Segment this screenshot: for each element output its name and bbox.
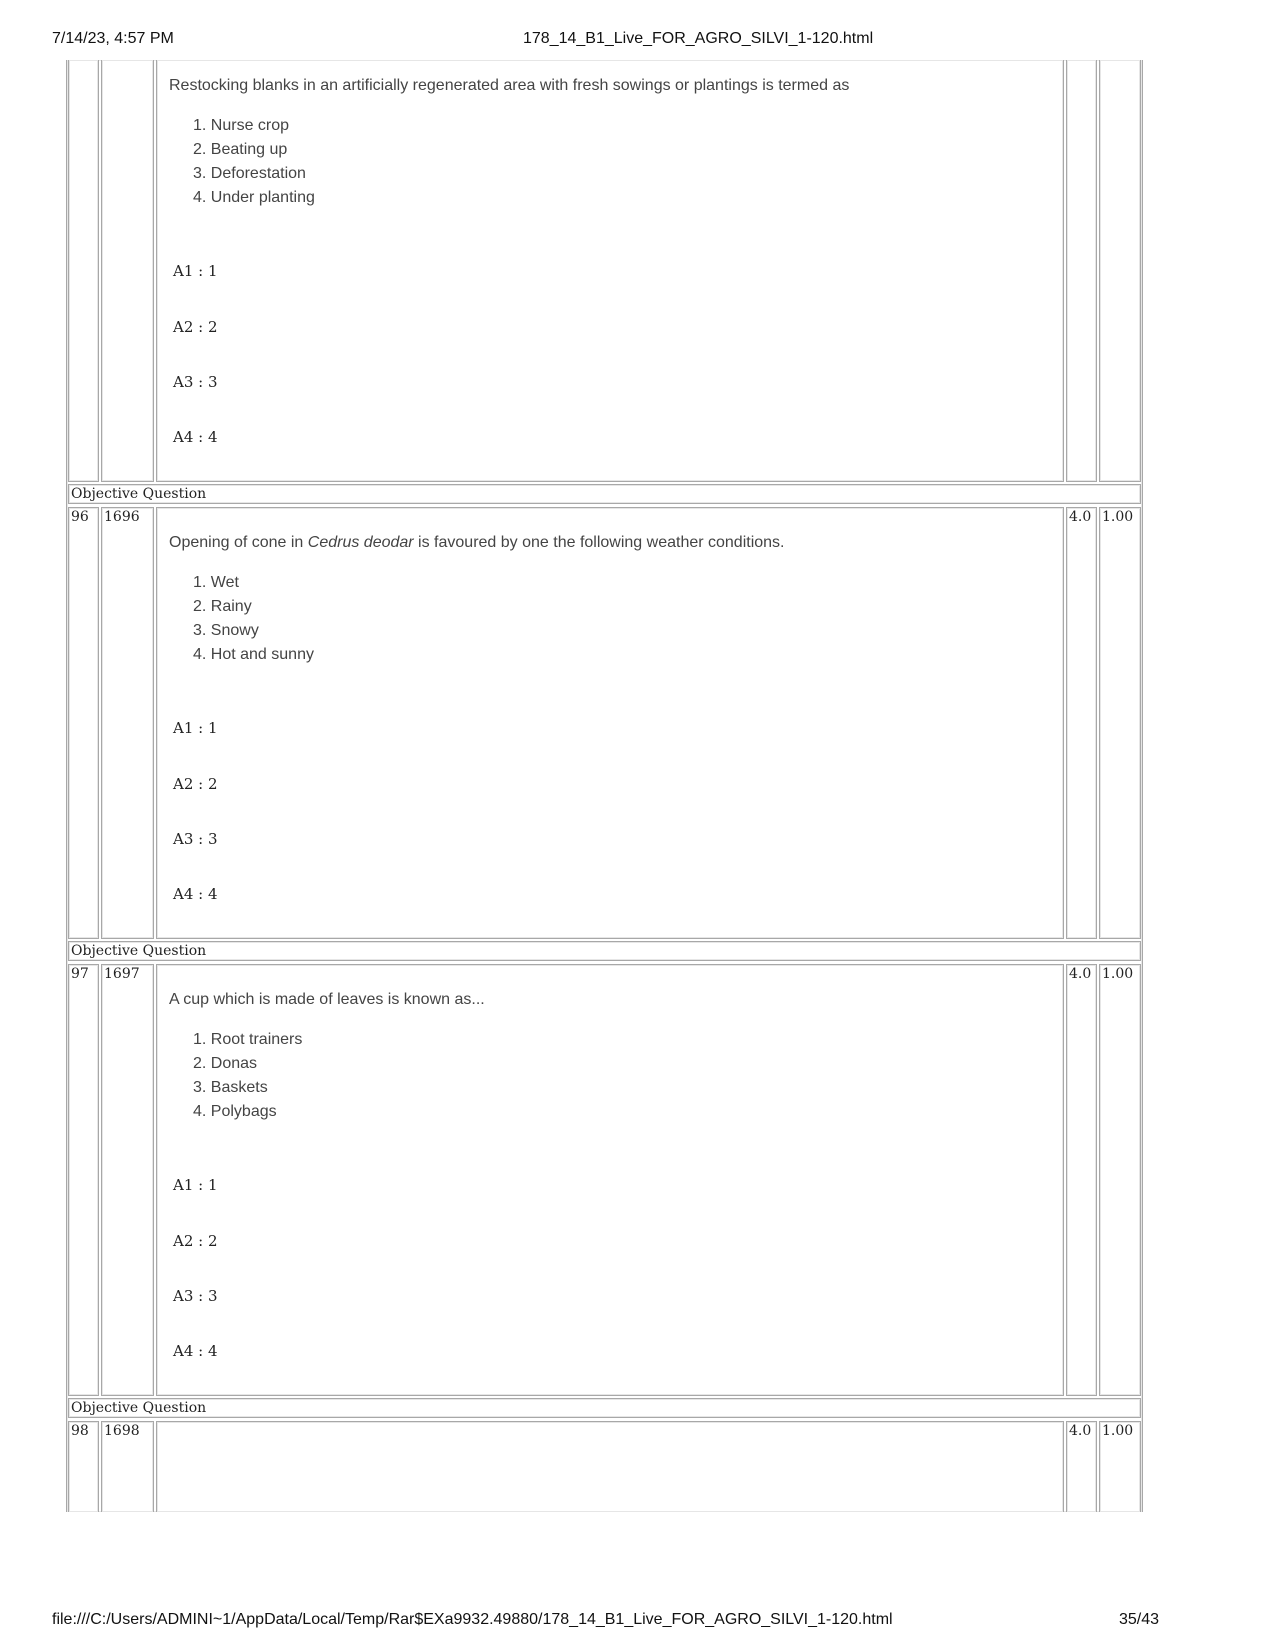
- answer-key-3: A3 : 3: [173, 830, 218, 848]
- option-3: 3. Deforestation: [193, 165, 306, 182]
- option-1: 1. Wet: [193, 574, 239, 591]
- option-1: 1. Root trainers: [193, 1031, 303, 1048]
- file-path: file:///C:/Users/ADMINI~1/AppData/Local/Temp/Rar$EXa9932.49880/178_14_B1_Live_FOR_AGRO_SILVI_1-120.html: [52, 1611, 893, 1628]
- answer-key-3: A3 : 3: [173, 373, 218, 391]
- serial-cell: [68, 507, 99, 939]
- marks-cell: [1066, 964, 1097, 1396]
- serial-number: 96: [71, 509, 89, 525]
- question-body-cell: [156, 1421, 1064, 1512]
- question-text-end: is favoured by one the following weather conditions.: [413, 534, 785, 551]
- negative-marks-value: 1.00: [1102, 509, 1134, 525]
- question-text: Restocking blanks in an artificially regenerated area with fresh sowings or plantings is termed as: [169, 77, 850, 94]
- question-id: 1696: [104, 509, 140, 525]
- question-id-cell: [101, 507, 154, 939]
- answer-key-2: A2 : 2: [173, 1232, 218, 1250]
- question-id: 1697: [104, 966, 140, 982]
- marks-value: 4.0: [1069, 1423, 1092, 1439]
- option-2: 2. Rainy: [193, 598, 252, 615]
- negative-marks-value: 1.00: [1102, 1423, 1134, 1439]
- negative-marks-cell: [1099, 1421, 1141, 1512]
- answer-key-2: A2 : 2: [173, 318, 218, 336]
- option-2: 2. Donas: [193, 1055, 258, 1072]
- answer-key-2: A2 : 2: [173, 775, 218, 793]
- option-2: 2. Beating up: [193, 141, 288, 158]
- marks-value: 4.0: [1069, 509, 1092, 525]
- serial-number: 98: [71, 1423, 89, 1439]
- question-body-cell: [156, 507, 1064, 939]
- section-label-row: [68, 1398, 1141, 1418]
- question-body-cell: [156, 964, 1064, 1396]
- option-4: 4. Hot and sunny: [193, 646, 314, 663]
- question-id-cell: [101, 60, 154, 482]
- answer-key-3: A3 : 3: [173, 1287, 218, 1305]
- section-label: Objective Question: [71, 1400, 207, 1416]
- section-label-row: [68, 941, 1141, 961]
- marks-value: 4.0: [1069, 966, 1092, 982]
- option-3: 3. Snowy: [193, 622, 259, 639]
- serial-cell: [68, 60, 99, 482]
- question-text: [169, 534, 785, 552]
- print-datetime: 7/14/23, 4:57 PM: [52, 30, 174, 47]
- section-label-row: [68, 484, 1141, 504]
- marks-cell: [1066, 60, 1097, 482]
- question-id: 1698: [104, 1423, 140, 1439]
- option-4: 4. Under planting: [193, 189, 315, 206]
- option-3: 3. Baskets: [193, 1079, 268, 1096]
- answer-key-4: A4 : 4: [173, 428, 218, 446]
- question-text: A cup which is made of leaves is known as...: [169, 991, 485, 1008]
- negative-marks-cell: [1099, 507, 1141, 939]
- answer-key-1: A1 : 1: [173, 719, 218, 737]
- question-id-cell: [101, 1421, 154, 1512]
- question-body-cell: [156, 60, 1064, 482]
- answer-key-1: A1 : 1: [173, 1176, 218, 1194]
- serial-cell: [68, 964, 99, 1396]
- section-label: Objective Question: [71, 943, 207, 959]
- serial-cell: [68, 1421, 99, 1512]
- marks-cell: [1066, 1421, 1097, 1512]
- negative-marks-cell: [1099, 60, 1141, 482]
- question-id-cell: [101, 964, 154, 1396]
- document-title: 178_14_B1_Live_FOR_AGRO_SILVI_1-120.html: [523, 30, 874, 47]
- answer-key-4: A4 : 4: [173, 885, 218, 903]
- answer-key-1: A1 : 1: [173, 262, 218, 280]
- species-name: Cedrus deodar: [307, 534, 414, 551]
- page-number: 35/43: [1119, 1611, 1160, 1628]
- serial-number: 97: [71, 966, 89, 982]
- option-4: 4. Polybags: [193, 1103, 277, 1120]
- section-label: Objective Question: [71, 486, 207, 502]
- marks-cell: [1066, 507, 1097, 939]
- answer-key-4: A4 : 4: [173, 1342, 218, 1360]
- negative-marks-cell: [1099, 964, 1141, 1396]
- negative-marks-value: 1.00: [1102, 966, 1134, 982]
- option-1: 1. Nurse crop: [193, 117, 290, 134]
- question-text-start: Opening of cone in: [169, 534, 308, 551]
